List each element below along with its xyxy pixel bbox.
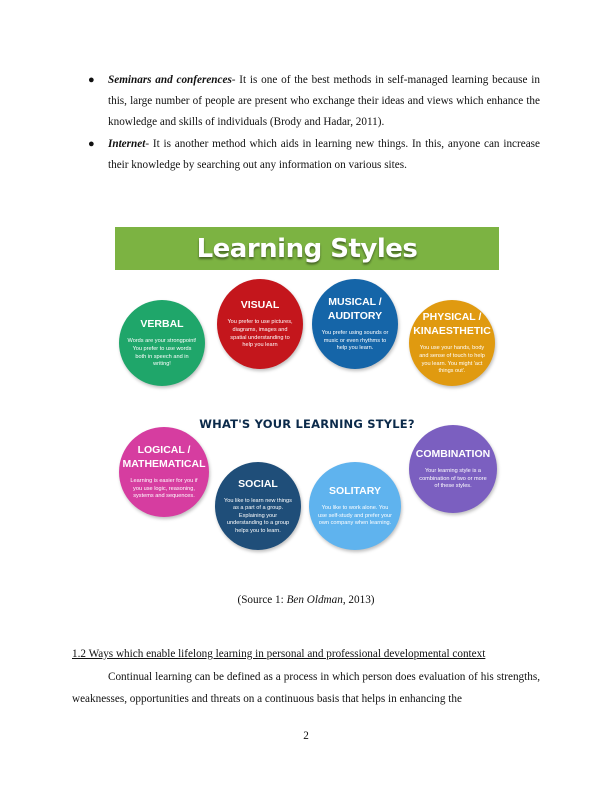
style-description: You like to work alone. You use self-study and prefer your own company when learning.	[318, 505, 392, 527]
bullet-term: Internet	[108, 138, 146, 150]
body-paragraph: Continual learning can be defined as a process in which person does evaluation of his strengths, weaknesses, opportunities and threats on a continuous basis that helps in enhancing the	[72, 671, 540, 705]
bullet-item	[72, 134, 540, 176]
section-heading: 1.2 Ways which enable lifelong learning in personal and professional developmental context	[72, 648, 486, 660]
style-description: Words are your strongpoint! You prefer to use words both in speech and in writing!	[127, 338, 197, 368]
bullet-term: Seminars and conferences	[108, 74, 232, 86]
bullet-item	[72, 70, 540, 133]
style-description: You prefer using sounds or music or even rhythms to help you learn.	[321, 330, 389, 352]
style-title: LOGICAL / MATHEMATICAL	[122, 444, 206, 471]
page-number: 2	[303, 730, 309, 742]
style-description: You prefer to use pictures, diagrams, images and spatial understanding to help you learn	[227, 319, 293, 349]
style-circle-solitary	[309, 462, 401, 550]
learning-styles-infographic	[115, 227, 499, 583]
bullet-icon: ●	[88, 74, 95, 86]
style-circle-physical	[409, 300, 495, 386]
style-circle-visual	[217, 279, 303, 369]
caption-prefix: (Source 1:	[237, 594, 287, 606]
style-description: You use your hands, body and sense of touch to help you learn. You might 'act things out'.	[419, 345, 485, 375]
style-title: VERBAL	[140, 318, 184, 331]
caption-author: Ben Oldman	[286, 594, 343, 606]
caption-suffix: , 2013)	[342, 594, 375, 606]
style-title: SOCIAL	[238, 477, 278, 490]
style-title: COMBINATION	[415, 448, 491, 461]
style-circle-verbal	[119, 300, 205, 386]
style-title: VISUAL	[240, 299, 280, 312]
style-circle-logical	[119, 427, 209, 517]
learning-style-question: WHAT'S YOUR LEARNING STYLE?	[199, 417, 415, 431]
bullet-list	[72, 70, 540, 177]
infographic-banner	[115, 227, 499, 270]
style-description: Your learning style is a combination of two or more of these styles.	[419, 468, 487, 490]
style-title: SOLITARY	[329, 485, 381, 498]
style-title: PHYSICAL / KINAESTHETIC	[413, 311, 491, 338]
infographic-title: Learning Styles	[196, 233, 418, 264]
style-circle-combination	[409, 425, 497, 513]
style-description: You like to learn new things as a part of a group. Explaining your understanding to a group helps you to learn.	[224, 497, 292, 534]
style-description: Learning is easier for you if you use logic, reasoning, systems and sequences.	[130, 478, 198, 500]
style-circle-social	[215, 462, 301, 550]
style-title: MUSICAL / AUDITORY	[327, 296, 383, 323]
figure-caption	[0, 594, 612, 606]
bullet-icon: ●	[88, 138, 95, 150]
bullet-text: - It is one of the best methods in self-managed learning because in this, large number of people are present who exchange their ideas and views which enhance the knowledge and skills of individuals (Brody and Hadar, 2011).	[108, 74, 540, 128]
style-circle-musical	[312, 279, 398, 369]
bullet-text: - It is another method which aids in learning new things. In this, anyone can increase their knowledge by searching out any information on various sites.	[108, 138, 540, 171]
